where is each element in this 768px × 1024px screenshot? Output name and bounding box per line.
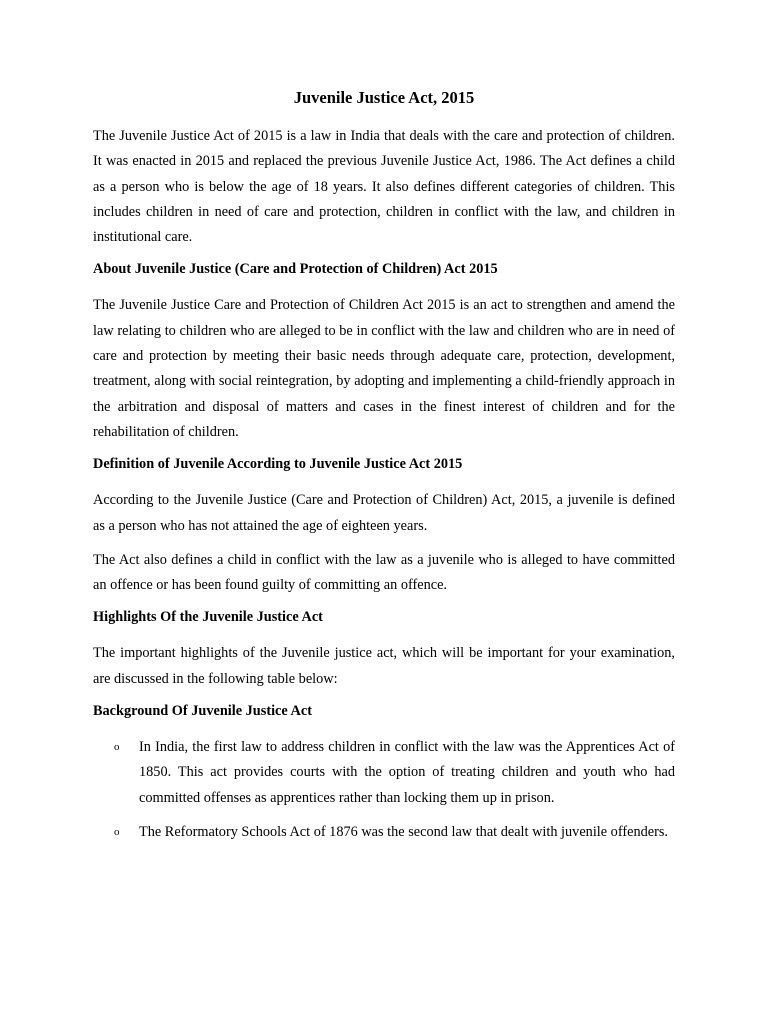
- background-list: [93, 735, 675, 845]
- section-paragraph: The Act also defines a child in conflict with the law as a juvenile who is alleged to have committed an offence or has been found guilty of committing an offence.: [93, 551, 675, 594]
- list-item-text: In India, the first law to address children in conflict with the law was the Apprentices Act of 1850. This act provides courts with the option of treating children and youth who had committed offenses as apprentices rather than locking them up in prison.: [139, 739, 675, 806]
- intro-paragraph: The Juvenile Justice Act of 2015 is a law in India that deals with the care and protection of children. It was enacted in 2015 and replaced the previous Juvenile Justice Act, 1986. The Act defines a child as a person who is below the age of 18 years. It also defines different categories of children. This includes children in need of care and protection, children in conflict with the law, and children in institutional care.: [93, 128, 675, 246]
- bullet-marker: o: [114, 825, 120, 838]
- section-background: [93, 701, 675, 845]
- section-about: [93, 259, 675, 445]
- section-heading: Background Of Juvenile Justice Act: [93, 703, 312, 720]
- section-definition: [93, 454, 675, 598]
- section-paragraph: The Juvenile Justice Care and Protection of Children Act 2015 is an act to strengthen and amend the law relating to children who are alleged to be in conflict with the law and children who are in need of care and protection by meeting their basic needs through adequate care, protection, development, treatment, along with social reintegration, by adopting and implementing a child-friendly approach in the arbitration and disposal of matters and cases in the finest interest of children and for the rehabilitation of children.: [93, 297, 675, 440]
- section-highlights: [93, 607, 675, 692]
- bullet-marker: o: [114, 741, 120, 754]
- section-heading: Highlights Of the Juvenile Justice Act: [93, 609, 323, 626]
- document-page: [93, 87, 675, 854]
- list-item: [93, 820, 675, 845]
- document-title: Juvenile Justice Act, 2015: [293, 88, 475, 107]
- list-item-text: The Reformatory Schools Act of 1876 was the second law that dealt with juvenile offenders.: [139, 823, 668, 840]
- section-heading: Definition of Juvenile According to Juvenile Justice Act 2015: [93, 456, 463, 473]
- section-heading: About Juvenile Justice (Care and Protection of Children) Act 2015: [93, 261, 498, 278]
- section-paragraph: The important highlights of the Juvenile justice act, which will be important for your examination, are discussed in the following table below:: [93, 645, 675, 687]
- list-item: [93, 735, 675, 811]
- section-paragraph: According to the Juvenile Justice (Care and Protection of Children) Act, 2015, a juvenile is defined as a person who has not attained the age of eighteen years.: [93, 492, 675, 534]
